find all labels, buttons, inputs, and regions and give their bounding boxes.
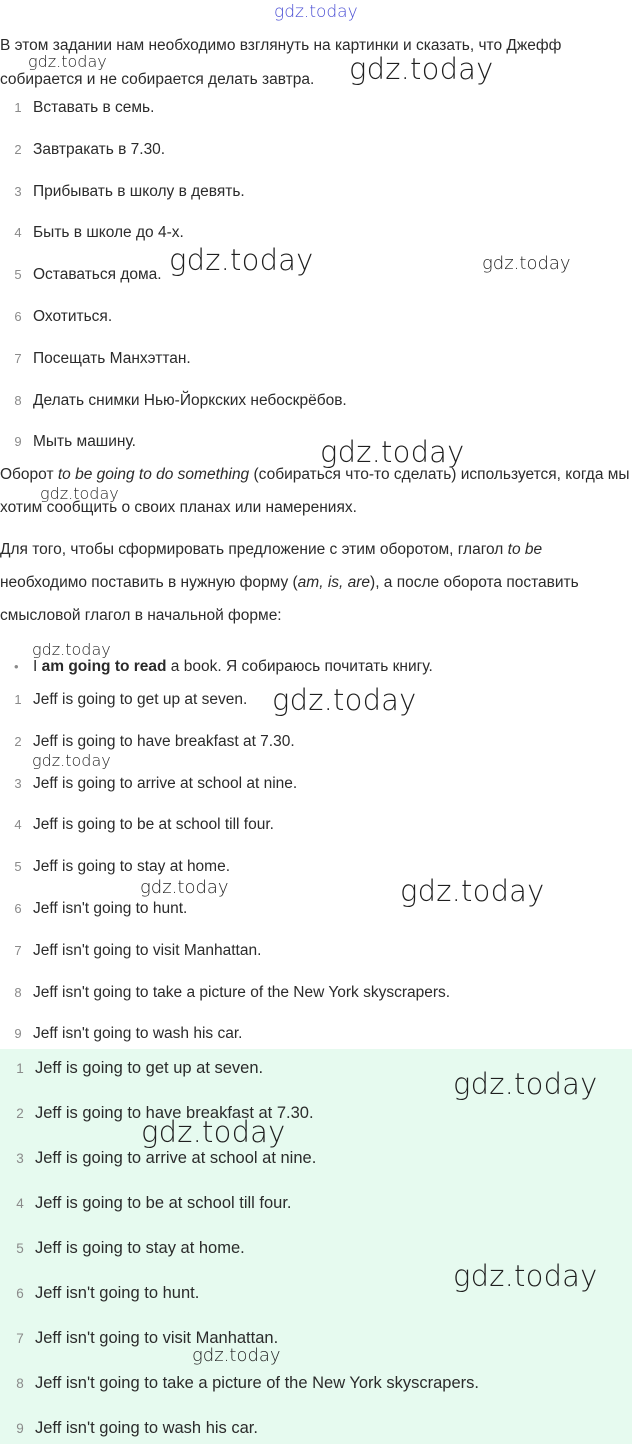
list-item-text: Jeff isn't going to take a picture of the New York skyscrapers.	[35, 1374, 479, 1392]
rule-text: Оборот	[0, 466, 58, 483]
list-item-text: Jeff is going to have breakfast at 7.30.	[33, 732, 295, 750]
list-item-number: 5	[16, 1241, 24, 1256]
list-item-text: Вставать в семь.	[33, 99, 155, 116]
list-item-number: 3	[14, 183, 22, 199]
rule-text: ), а после оборота поставить смысловой глагол в начальной форме:	[0, 574, 579, 624]
list-item	[0, 774, 630, 816]
list-item-number: 6	[14, 900, 22, 916]
watermark: gdz.today	[192, 1345, 281, 1366]
list-item-number: 2	[14, 141, 22, 157]
example-text: I am going to read a book. Я собираюсь почитать книгу.	[33, 658, 433, 675]
watermark: gdz.today	[141, 1115, 286, 1149]
list-item-text: Jeff is going to stay at home.	[35, 1239, 245, 1257]
list-item-number: 1	[16, 1061, 24, 1076]
list-item-text: Завтракать в 7.30.	[33, 140, 166, 158]
list-item-text: Охотиться.	[33, 307, 113, 325]
watermark: gdz.today	[274, 2, 358, 22]
rule-phrase: am, is, are	[297, 574, 371, 591]
plans-list	[0, 98, 630, 474]
list-item-number: 4	[14, 225, 22, 241]
bullet-dot: •	[14, 659, 19, 674]
list-item-text: Jeff is going to arrive at school at nine.	[35, 1149, 317, 1167]
list-item-text: Jeff isn't going to wash his car.	[33, 1025, 243, 1043]
list-item-number: 7	[16, 1331, 24, 1346]
list-item	[0, 182, 630, 224]
list-item-text: Jeff is going to have breakfast at 7.30.	[35, 1104, 314, 1122]
list-item	[0, 815, 630, 857]
list-item-text: Jeff isn't going to hunt.	[33, 899, 188, 917]
watermark: gdz.today	[32, 751, 111, 770]
list-item	[0, 1364, 630, 1409]
rule-phrase: to be going to do something	[57, 466, 250, 483]
watermark: gdz.today	[32, 640, 111, 659]
list-item-text: Jeff isn't going to wash his car.	[35, 1419, 258, 1437]
rule-paragraph-2	[0, 533, 630, 632]
list-item-number: 7	[14, 350, 22, 366]
watermark: gdz.today	[453, 1067, 598, 1101]
list-item	[0, 1139, 630, 1184]
watermark: gdz.today	[482, 253, 571, 274]
watermark: gdz.today	[272, 683, 417, 717]
list-item-text: Jeff is going to get up at seven.	[35, 1059, 264, 1077]
watermark: gdz.today	[349, 52, 494, 86]
list-item-number: 2	[16, 1106, 24, 1121]
list-item	[0, 1184, 630, 1229]
list-item-number: 2	[14, 733, 22, 749]
list-item-text: Jeff isn't going to hunt.	[35, 1284, 200, 1302]
list-item-number: 7	[14, 942, 22, 958]
rule-text: (собираться что-то сделать) используется, когда мы хотим сообщить о своих планах или намерениях.	[0, 466, 630, 516]
list-item	[0, 1409, 630, 1454]
list-item-text: Jeff is going to get up at seven.	[33, 691, 248, 708]
watermark: gdz.today	[28, 52, 107, 71]
list-item-number: 8	[16, 1376, 24, 1391]
watermark: gdz.today	[140, 877, 229, 898]
list-item-number: 4	[14, 817, 22, 833]
rule-text: необходимо поставить в нужную форму (	[0, 574, 298, 591]
list-item-text: Jeff is going to be at school till four.	[33, 816, 274, 834]
list-item-text: Оставаться дома.	[33, 266, 162, 284]
watermark: gdz.today	[400, 874, 545, 908]
list-item-number: 5	[14, 267, 22, 283]
list-item-text: Посещать Манхэттан.	[33, 349, 191, 367]
list-item	[0, 1319, 630, 1364]
list-item-text: Делать снимки Нью-Йоркских небоскрёбов.	[33, 391, 347, 409]
list-item-number: 1	[14, 100, 22, 115]
list-item-number: 6	[14, 308, 22, 324]
list-item-text: Мыть машину.	[33, 433, 136, 451]
list-item-text: Jeff isn't going to visit Manhattan.	[33, 941, 262, 959]
list-item	[0, 349, 630, 391]
list-item-number: 9	[16, 1421, 24, 1436]
list-item-number: 8	[14, 984, 22, 1000]
list-item-text: Jeff isn't going to take a picture of the New York skyscrapers.	[33, 983, 451, 1001]
watermark: gdz.today	[169, 243, 314, 277]
list-item-number: 5	[14, 859, 22, 875]
list-item-number: 3	[14, 775, 22, 791]
list-item-number: 9	[14, 434, 22, 450]
list-item-number: 9	[14, 1026, 22, 1042]
list-item-number: 6	[16, 1286, 24, 1301]
list-item-text: Прибывать в школу в девять.	[33, 182, 245, 200]
rule-text: Для того, чтобы сформировать предложение с этим оборотом, глагол	[0, 541, 508, 558]
watermark: gdz.today	[40, 484, 119, 503]
rule-phrase: to be	[507, 541, 543, 558]
watermark: gdz.today	[453, 1259, 598, 1293]
list-item	[0, 391, 630, 433]
answers-list-highlighted	[0, 1049, 630, 1454]
list-item-number: 4	[16, 1196, 24, 1211]
list-item-number: 3	[16, 1151, 24, 1166]
list-item-text: Jeff isn't going to visit Manhattan.	[35, 1329, 279, 1347]
list-item-text: Jeff is going to be at school till four.	[35, 1194, 292, 1212]
list-item	[0, 307, 630, 349]
list-item	[0, 983, 630, 1025]
list-item	[0, 140, 630, 182]
list-item-text: Jeff is going to stay at home.	[33, 858, 231, 876]
list-item-number: 8	[14, 392, 22, 408]
list-item	[0, 941, 630, 983]
list-item-text: Jeff is going to arrive at school at nine.	[33, 774, 298, 792]
list-item-text: Быть в школе до 4-х.	[33, 224, 184, 242]
watermark: gdz.today	[320, 435, 465, 469]
intro-text: В этом задании нам необходимо взглянуть на картинки и сказать, что Джефф собирается и не собирается делать завтра.	[0, 37, 562, 88]
list-item	[0, 98, 630, 140]
list-item-number: 1	[14, 692, 22, 707]
